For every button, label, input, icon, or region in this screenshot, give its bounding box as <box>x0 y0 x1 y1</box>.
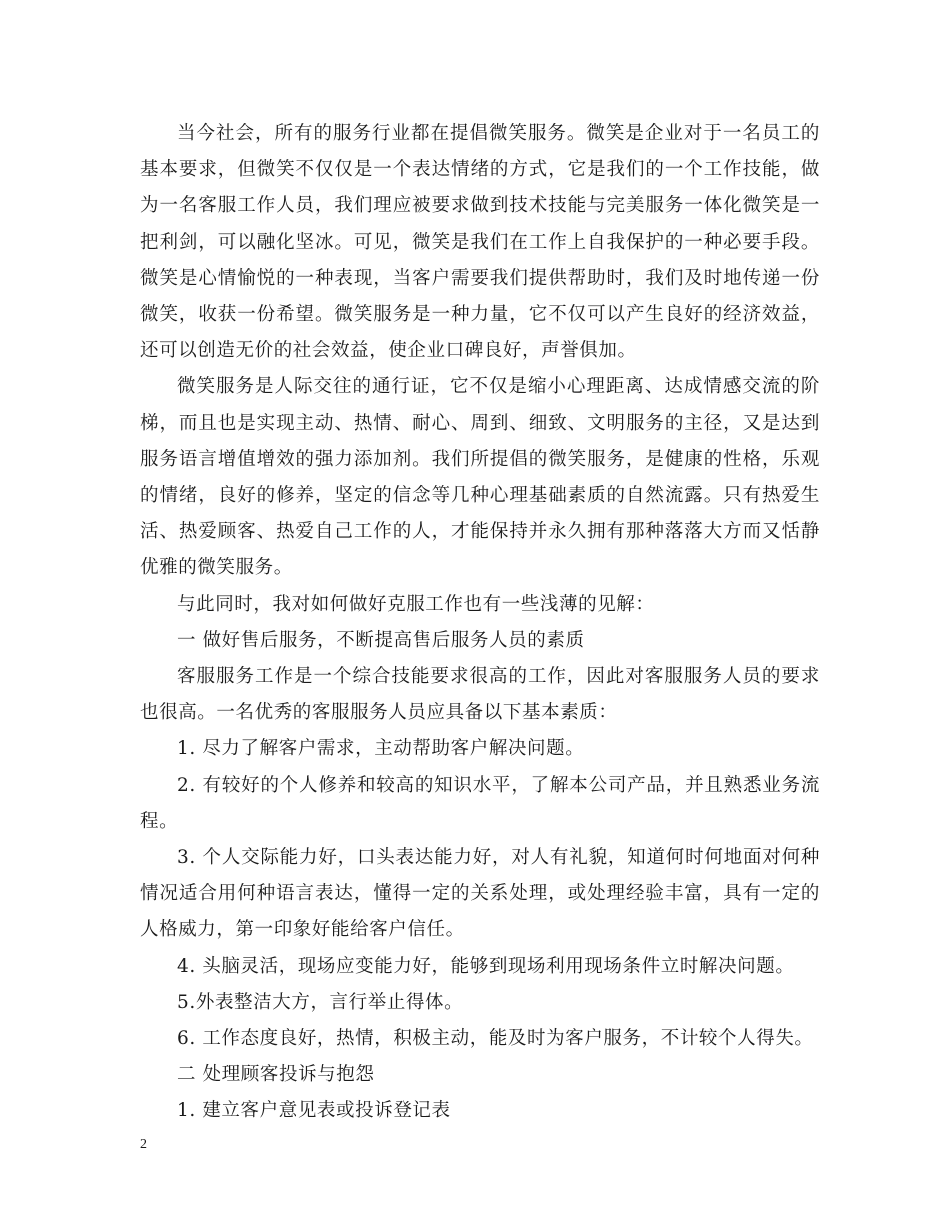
list-item-6: 6. 工作态度良好，热情，积极主动，能及时为客户服务，不计较个人得失。 <box>177 1028 814 1050</box>
paragraph-opinion-intro: 与此同时，我对如何做好克服工作也有一些浅薄的见解： <box>177 593 655 615</box>
document-body <box>140 116 820 1130</box>
list-item-4: 4. 头脑灵活，现场应变能力好，能够到现场利用现场条件立时解决问题。 <box>177 955 795 977</box>
page-number: 2 <box>140 1137 147 1152</box>
list-item-complaint-1: 1. 建立客户意见表或投诉登记表 <box>177 1100 451 1122</box>
section-heading-after-sales: 一 做好售后服务，不断提高售后服务人员的素质 <box>177 629 585 651</box>
section-heading-complaints: 二 处理顾客投诉与抱怨 <box>177 1064 375 1086</box>
paragraph-service-requirements: 客服服务工作是一个综合技能要求很高的工作，因此对客服服务人员的要求也很高。一名优秀的客服服务人员应具备以下基本素质： <box>140 666 820 724</box>
list-item-3: 3. 个人交际能力好，口头表达能力好，对人有礼貌，知道何时何地面对何种情况适合用何种语言表达，懂得一定的关系处理，或处理经验丰富，具有一定的人格威力，第一印象好能给客户信任。 <box>140 847 820 941</box>
paragraph-smile-service-intro: 当今社会，所有的服务行业都在提倡微笑服务。微笑是企业对于一名员工的基本要求，但微笑不仅仅是一个表达情绪的方式，它是我们的一个工作技能，做为一名客服工作人员，我们理应被要求做到技术技能与完美服务一体化微笑是一把利剑，可以融化坚冰。可见，微笑是我们在工作上自我保护的一种必要手段。微笑是心情愉悦的一种表现，当客户需要我们提供帮助时，我们及时地传递一份微笑，收获一份希望。微笑服务是一种力量，它不仅可以产生良好的经济效益，还可以创造无价的社会效益，使企业口碑良好，声誉俱加。 <box>140 123 820 362</box>
paragraph-smile-service-passport: 微笑服务是人际交往的通行证，它不仅是缩小心理距离、达成情感交流的阶梯，而且也是实现主动、热情、耐心、周到、细致、文明服务的主径，又是达到服务语言增值增效的强力添加剂。我们所提倡的微笑服务，是健康的性格，乐观的情绪，良好的修养，坚定的信念等几种心理基础素质的自然流露。只有热爱生活、热爱顾客、热爱自己工作的人，才能保持并永久拥有那种落落大方而又恬静优雅的微笑服务。 <box>140 376 820 579</box>
list-item-5: 5.外表整洁大方，言行举止得体。 <box>177 991 464 1013</box>
list-item-1: 1. 尽力了解客户需求，主动帮助客户解决问题。 <box>177 738 585 760</box>
list-item-2: 2. 有较好的个人修养和较高的知识水平，了解本公司产品，并且熟悉业务流程。 <box>140 774 820 832</box>
